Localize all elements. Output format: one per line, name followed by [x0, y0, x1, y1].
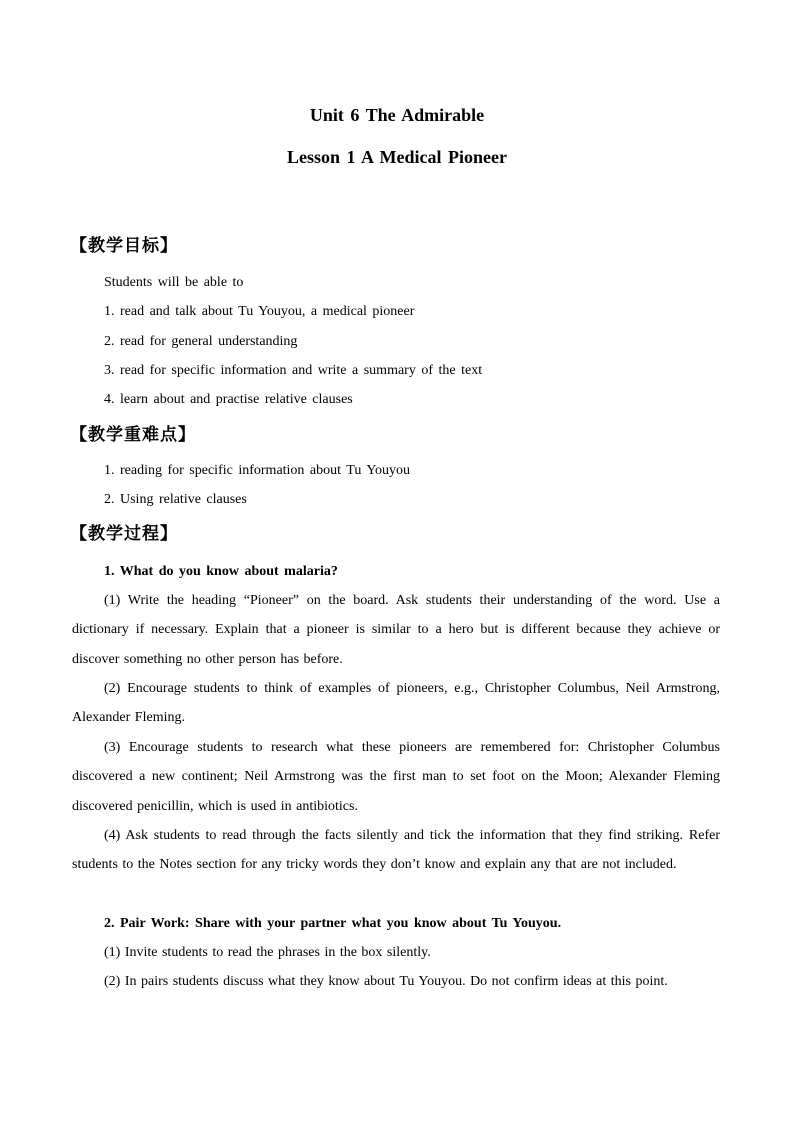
objective-item: 1. read and talk about Tu Youyou, a medical pioneer: [104, 304, 415, 319]
step1-paragraph: (2) Encourage students to think of examples of pioneers, e.g., Christopher Columbus, Neil Armstrong, Alexander Fleming.: [72, 681, 720, 726]
key-point-item: 2. Using relative clauses: [104, 492, 247, 507]
step1-paragraph: (1) Write the heading “Pioneer” on the board. Ask students their understanding of the word. Use a dictionary if necessary. Explain that a pioneer is similar to a hero but is different because they achieve or discover something no other person has before.: [72, 593, 720, 667]
objectives-heading: 【教学目标】: [70, 236, 178, 256]
process-heading: 【教学过程】: [70, 524, 178, 544]
step1-title: 1. What do you know about malaria?: [104, 564, 338, 579]
objective-item: 3. read for specific information and write a summary of the text: [104, 363, 483, 378]
lesson-title: Lesson 1 A Medical Pioneer: [287, 147, 507, 167]
objectives-intro: Students will be able to: [104, 275, 244, 290]
objective-item: 4. learn about and practise relative clauses: [104, 392, 353, 407]
step1-paragraph: (4) Ask students to read through the facts silently and tick the information that they find striking. Refer students to the Notes section for any tricky words they don’t know and explain any that are not included.: [72, 828, 720, 873]
step2-paragraph: (1) Invite students to read the phrases in the box silently.: [104, 945, 431, 960]
key-points-heading: 【教学重难点】: [70, 425, 196, 445]
step2-paragraph: (2) In pairs students discuss what they know about Tu Youyou. Do not confirm ideas at this point.: [104, 974, 668, 989]
step1-paragraph: (3) Encourage students to research what these pioneers are remembered for: Christopher Columbus discovered a new continent; Neil Armstrong was the first man to set foot on the Moon; Alexander Fleming discovered penicillin, which is used in antibiotics.: [72, 740, 720, 814]
unit-title: Unit 6 The Admirable: [309, 105, 485, 125]
key-point-item: 1. reading for specific information about Tu Youyou: [104, 463, 411, 478]
objective-item: 2. read for general understanding: [104, 334, 298, 349]
step2-title: 2. Pair Work: Share with your partner what you know about Tu Youyou.: [104, 916, 562, 931]
